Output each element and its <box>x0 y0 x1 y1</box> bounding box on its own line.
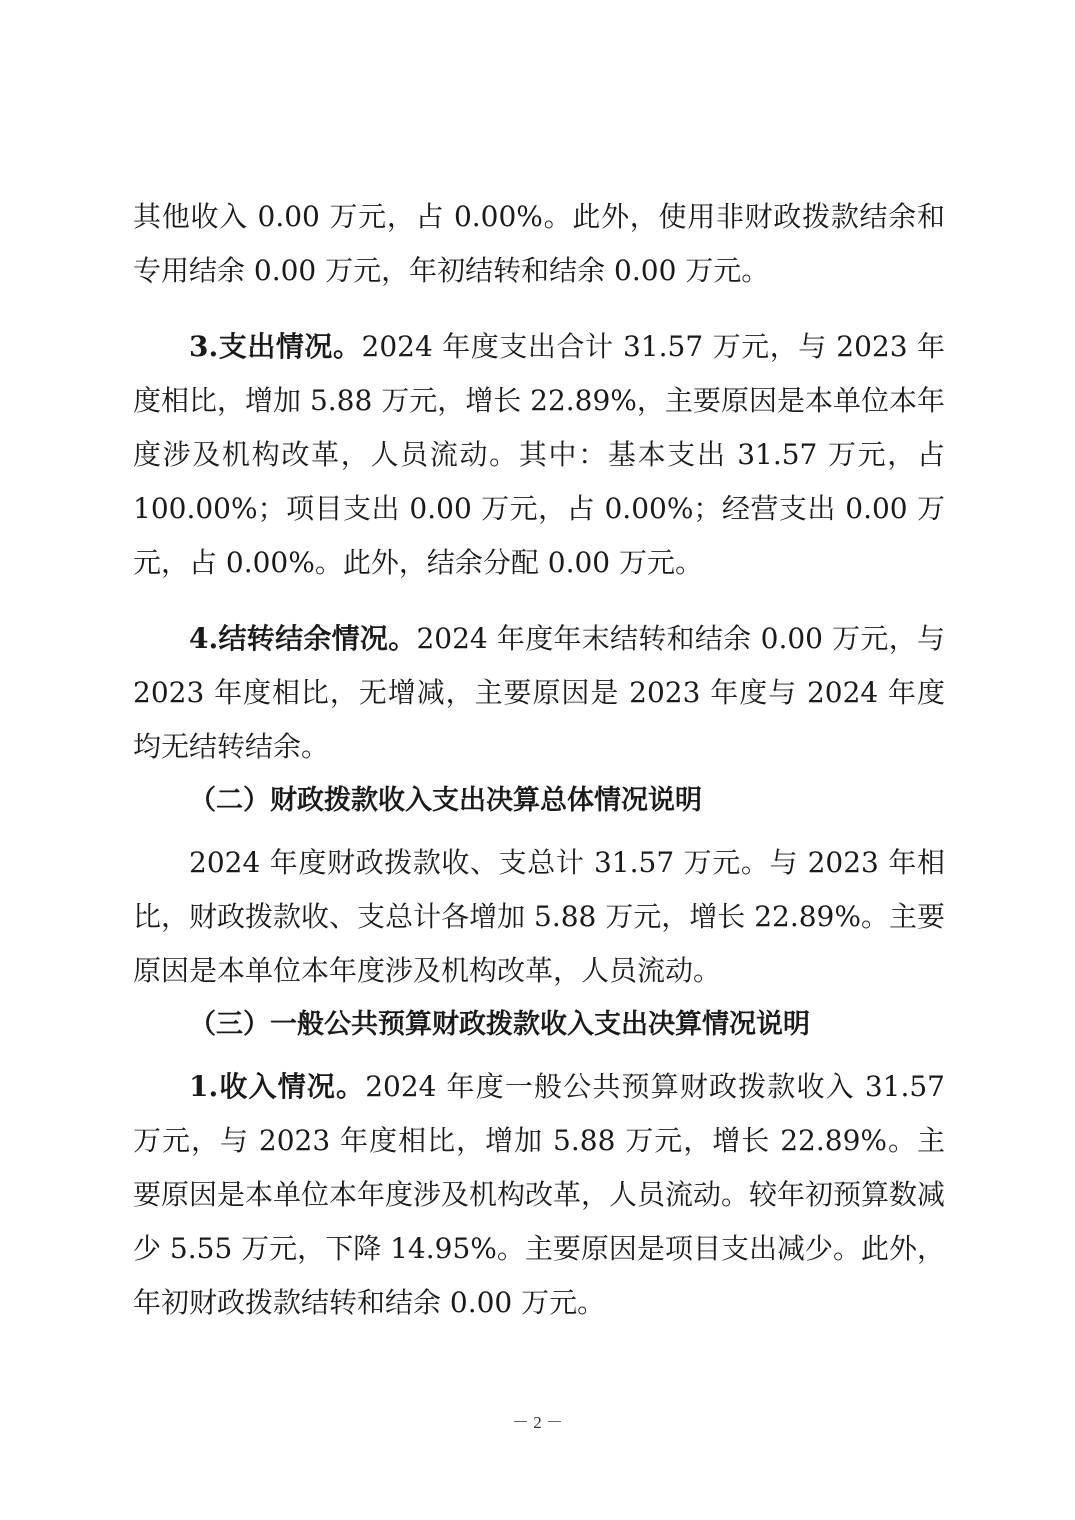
paragraph-text: 2024 年度年末结转和结余 0.00 万元，与 2023 年度相比，无增减，主要原因是 2023 年度与 2024 年度均无结转结余。 <box>133 622 945 763</box>
document-body <box>133 190 945 1330</box>
paragraph-lead: 3.支出情况。 <box>189 330 362 363</box>
paragraph-text: 其他收入 0.00 万元，占 0.00%。此外，使用非财政拨款结余和专用结余 0.00 万元，年初结转和结余 0.00 万元。 <box>133 200 945 287</box>
paragraph-lead: 4.结转结余情况。 <box>189 622 417 655</box>
paragraph-expenditure <box>133 320 945 590</box>
page-number: － 2 － <box>512 1413 563 1432</box>
paragraph-income <box>133 1060 945 1330</box>
paragraph-text: 2024 年度支出合计 31.57 万元，与 2023 年度相比，增加 5.88 万元，增长 22.89%，主要原因是本单位本年度涉及机构改革，人员流动。其中：基本支出 31.57 万元，占 100.00%；项目支出 0.00 万元，占 0.00%；经营支出 0.00 万元，占 0.00%。此外，结余分配 0.00 万元。 <box>133 330 945 579</box>
paragraph-text: 2024 年度一般公共预算财政拨款收入 31.57 万元，与 2023 年度相比，增加 5.88 万元，增长 22.89%。主要原因是本单位本年度涉及机构改革，人员流动。较年初预算数减少 5.55 万元，下降 14.95%。主要原因是项目支出减少。此外，年初财政拨款结转和结余 0.00 万元。 <box>133 1070 946 1319</box>
paragraph-text: 2024 年度财政拨款收、支总计 31.57 万元。与 2023 年相比，财政拨款收、支总计各增加 5.88 万元，增长 22.89%。主要原因是本单位本年度涉及机构改革，人员流动。 <box>133 846 945 987</box>
paragraph-other-income <box>133 190 945 298</box>
paragraph-carryover <box>133 612 945 774</box>
paragraph-fiscal-overall <box>133 836 945 998</box>
section-heading-general-budget: （三）一般公共预算财政拨款收入支出决算情况说明 <box>189 1009 810 1040</box>
paragraph-lead: 1.收入情况。 <box>189 1070 366 1103</box>
section-heading-fiscal-overall: （二）财政拨款收入支出决算总体情况说明 <box>189 785 702 816</box>
